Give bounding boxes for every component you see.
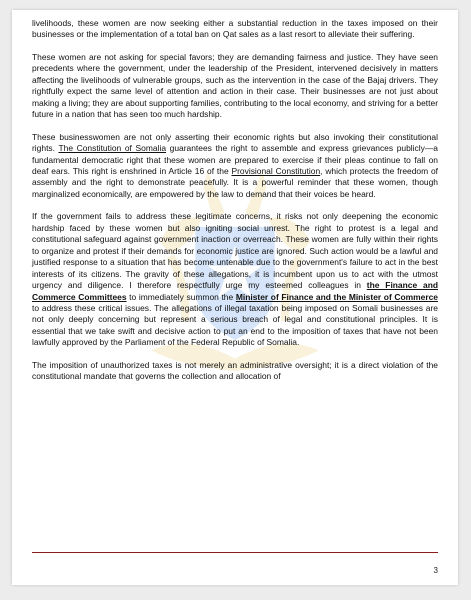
- finance-committees-text: the Finance and Commerce Committees: [32, 280, 439, 302]
- footer-divider: [32, 552, 438, 553]
- paragraph-3-part-3: , which protects the freedom of assembly and the right to demonstrate peacefully. It is a powerful reminder that these women, though marginalized economically, are empowered by the law to demand that their voices be heard.: [32, 165, 439, 199]
- document-page: [12, 10, 458, 585]
- paragraph-5: The imposition of unauthorized taxes is not merely an administrative oversight; it is a direct violation of the constitutional mandate that governs the collection and allocation of: [32, 359, 438, 382]
- page-number: 3: [433, 566, 438, 575]
- paragraph-3-part-2: guarantees the right to assemble and express grievances publicly—a fundamental democratic right that these women are prepared to exercise if their pleas continue to fall on deaf ears. This right is enshrined in Article 16 of the: [32, 143, 438, 176]
- paragraph-4-part-1: If the government fails to address these legitimate concerns, it risks not only deepening the economic hardship faced by these women but also igniting social unrest. The right to protest is a legal and constitutional safeguard against government inaction or overreach. These women are fully within their rights to organize and protest if their demands for economic justice are ignored. Such action would be a lawful and justified response to a situation that has become untenable due to the government's failure to act in the best interests of its citizens. The gravity of these allegations, it is incumbent upon us to act with the utmost urgency and diligence. I therefore respectfully urge my esteemed colleagues in: [32, 211, 438, 291]
- paragraph-3-part-1: These businesswomen are not only asserting their economic rights but also invoking their constitutional rights.: [32, 131, 438, 154]
- provisional-constitution-text: Provisional Constitution: [231, 165, 321, 176]
- paragraph-2: These women are not asking for special favors; they are demanding fairness and justice. They have seen precedents where the government, under the leadership of the President, intervened decisively in matters affecting the livelihoods of vulnerable groups, such as the intervention in the case of the Bajaj drivers. They rightfully expect the same level of attention and action in their case. Their businesses are not just about making a living; they are about supporting families, contributing to the local economy, and striving for a better future in a nation that has seen too much hardship.: [32, 51, 438, 120]
- paragraph-1: livelihoods, these women are now seeking either a substantial reduction in the taxes imposed on their businesses or the implementation of a total ban on Qat sales as a last resort to alleviate their suffering.: [32, 18, 438, 40]
- ministers-text: Minister of Finance and the Minister of Commerce: [235, 291, 438, 302]
- constitution-link-text: The Constitution of Somalia: [58, 143, 167, 154]
- paragraph-4-part-3: to address these critical issues. The allegations of illegal taxation being imposed on Somali businesses are not only deeply concerning but represent a serious breach of legal and constitutional principles. It is essential that we take swift and decisive action to put an end to the imposition of taxes that have not been lawfully approved by the Parliament of the Federal Republic of Somalia.: [32, 302, 438, 348]
- paragraph-3: [32, 132, 438, 201]
- paragraph-4-part-2: to immediately summon the: [126, 291, 236, 302]
- paragraph-4: [32, 211, 438, 348]
- body-text: [32, 18, 438, 383]
